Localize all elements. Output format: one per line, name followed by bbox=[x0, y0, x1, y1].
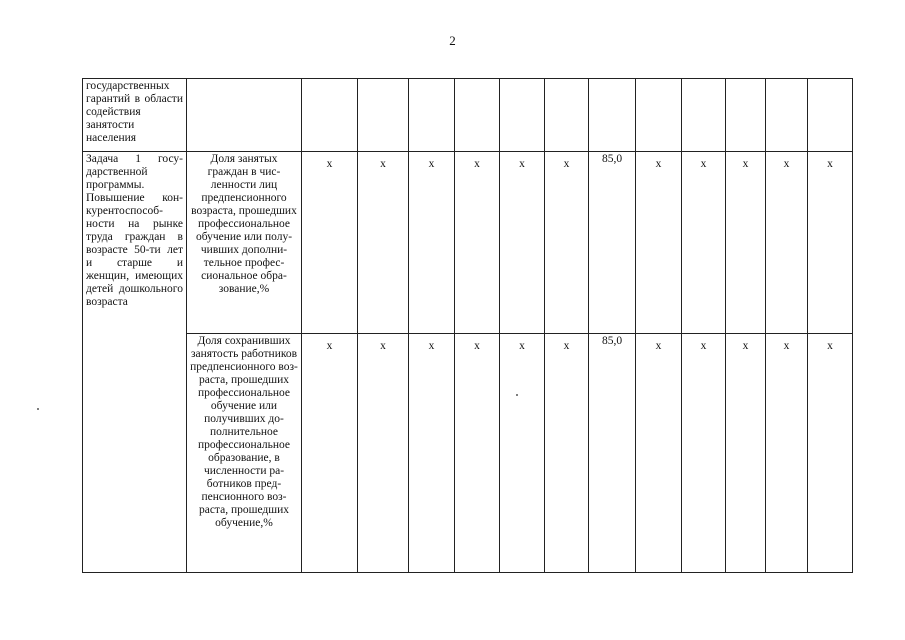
empty-cell bbox=[808, 79, 853, 152]
value-cell: x bbox=[636, 334, 682, 573]
value-cell: x bbox=[808, 334, 853, 573]
indicator-name: Доля сохранивших занятость работников предпенсионного возраста, прошедших профессиональное обучение или получивших дополнительное профессиональное образование, в численности работников предпенсионного возраста, прошедших обучение,% bbox=[187, 334, 302, 573]
indicator-table bbox=[82, 78, 853, 573]
value-cell: x bbox=[808, 152, 853, 334]
empty-cell bbox=[358, 79, 409, 152]
value-cell: x bbox=[766, 152, 808, 334]
indicator-name: Доля занятых граждан в численности лиц предпенсионного возраста, прошедших профессиональное обучение или получивших дополнительное профессиональное образование,% bbox=[187, 152, 302, 334]
indicator-row bbox=[83, 334, 853, 573]
empty-cell bbox=[409, 79, 455, 152]
page-number: 2 bbox=[449, 33, 456, 48]
value-cell: x bbox=[409, 152, 455, 334]
task-cell-continuation: государственных гарантий в области содействия занятости населения bbox=[83, 79, 187, 152]
value-cell: x bbox=[682, 152, 726, 334]
value-cell: x bbox=[726, 334, 766, 573]
scan-speck bbox=[516, 394, 518, 396]
value-cell: x bbox=[455, 152, 500, 334]
value-cell: 85,0 bbox=[589, 152, 636, 334]
value-cell: x bbox=[302, 152, 358, 334]
empty-cell bbox=[545, 79, 589, 152]
empty-cell bbox=[187, 79, 302, 152]
value-cell: x bbox=[766, 334, 808, 573]
value-cell: x bbox=[545, 152, 589, 334]
value-cell: x bbox=[358, 334, 409, 573]
empty-cell bbox=[766, 79, 808, 152]
empty-cell bbox=[500, 79, 545, 152]
value-cell: x bbox=[302, 334, 358, 573]
value-cell: x bbox=[682, 334, 726, 573]
value-cell: x bbox=[455, 334, 500, 573]
empty-cell bbox=[302, 79, 358, 152]
empty-cell bbox=[636, 79, 682, 152]
empty-cell bbox=[589, 79, 636, 152]
value-cell: x bbox=[358, 152, 409, 334]
empty-cell bbox=[726, 79, 766, 152]
value-cell: x bbox=[500, 334, 545, 573]
value-cell: x bbox=[545, 334, 589, 573]
task-cell: Задача 1 государственной программы. Повышение конкурентоспособности на рынке труда граждан в возрасте 50-ти лет и старше и женщин, имеющих детей дошкольного возраста bbox=[83, 152, 187, 573]
empty-cell bbox=[455, 79, 500, 152]
value-cell: x bbox=[409, 334, 455, 573]
header-continuation-row bbox=[83, 79, 853, 152]
value-cell: x bbox=[500, 152, 545, 334]
scan-speck bbox=[37, 408, 39, 410]
indicator-row bbox=[83, 152, 853, 334]
value-cell: x bbox=[636, 152, 682, 334]
value-cell: x bbox=[726, 152, 766, 334]
empty-cell bbox=[682, 79, 726, 152]
value-cell: 85,0 bbox=[589, 334, 636, 573]
